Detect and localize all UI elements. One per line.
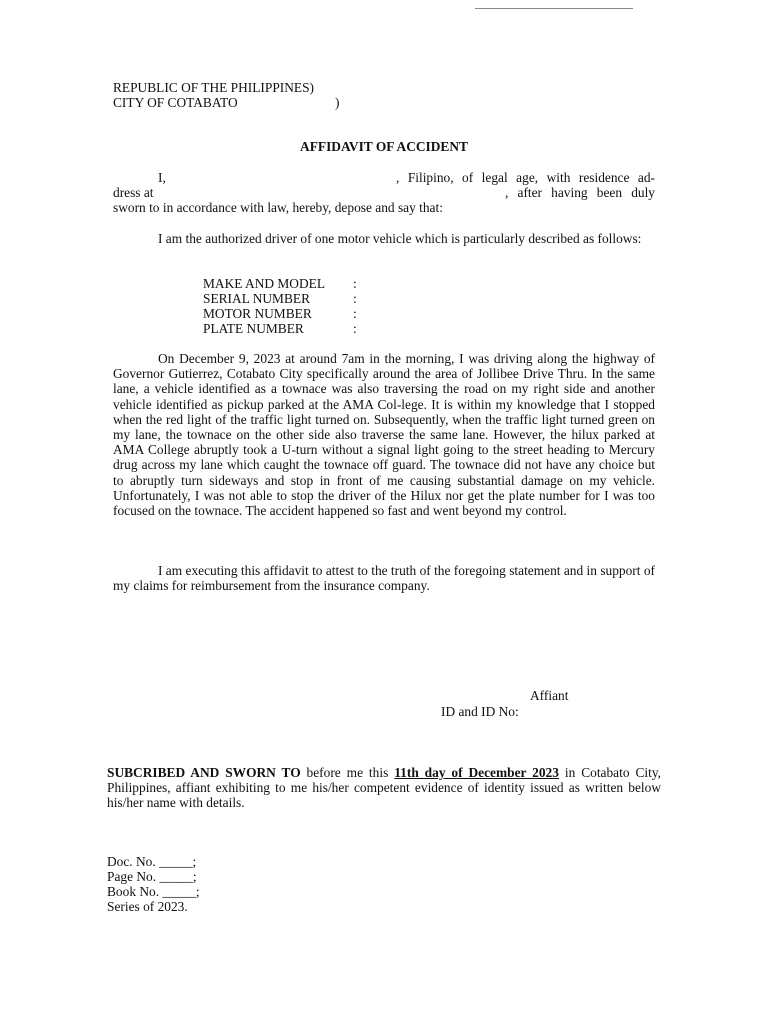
field-motor-number: MOTOR NUMBER <box>203 306 312 321</box>
document-title: AFFIDAVIT OF ACCIDENT <box>300 139 468 154</box>
jurat-paragraph <box>107 765 661 811</box>
series: Series of 2023. <box>107 899 188 914</box>
venue-city-paren: ) <box>335 95 340 110</box>
jurat-date: 11th day of December 2023 <box>394 765 559 780</box>
executing-text: I am executing this affidavit to attest to the truth of the foregoing statement and in support of my claims for reimbursement from the insurance company. <box>113 563 655 594</box>
affiant-label: Affiant <box>530 688 569 703</box>
venue-republic: REPUBLIC OF THE PHILIPPINES) <box>113 80 315 95</box>
intro-dress-at: dress at <box>113 185 154 200</box>
driver-paragraph <box>113 231 655 246</box>
field-make-model: MAKE AND MODEL <box>203 276 325 291</box>
field-serial-number-colon: : <box>353 291 357 306</box>
executing-paragraph <box>113 563 655 593</box>
top-rule <box>475 8 633 9</box>
jurat-text-1: before me this <box>300 765 395 780</box>
field-motor-number-colon: : <box>353 306 357 321</box>
field-make-model-colon: : <box>353 276 357 291</box>
narrative-paragraph <box>113 351 655 518</box>
book-no: Book No. _____; <box>107 884 200 899</box>
field-serial-number: SERIAL NUMBER <box>203 291 311 306</box>
id-label: ID and ID No: <box>441 704 519 719</box>
intro-filipino: , Filipino, of legal age, with residence ad- <box>396 170 655 185</box>
intro-i: I, <box>158 170 166 185</box>
venue-city: CITY OF COTABATO <box>113 95 238 110</box>
page-no: Page No. _____; <box>107 869 197 884</box>
field-plate-number: PLATE NUMBER <box>203 321 304 336</box>
field-plate-number-colon: : <box>353 321 357 336</box>
jurat-bold-lead: SUBCRIBED AND SWORN TO <box>107 765 301 780</box>
jurat-text-2: in Cotabato City, Philippines, affiant exhibiting to me his/her competent evidence of identity issued as written below his/her name with details. <box>107 765 662 811</box>
intro-line3: sworn to in accordance with law, hereby, depose and say that: <box>113 200 443 215</box>
doc-no: Doc. No. _____; <box>107 854 197 869</box>
driver-paragraph-text: I am the authorized driver of one motor vehicle which is particularly described as follows: <box>158 231 642 246</box>
narrative-text: On December 9, 2023 at around 7am in the morning, I was driving along the highway of Governor Gutierrez, Cotabato City specifically around the area of Jollibee Drive Thru. In the same lane, a vehicle identified as a townace was also traversing the road on my right side and another vehicle identified as pickup parked at the AMA Col-lege. It is within my knowledge that I stopped when the red light of the traffic light turned on. Subsequently, when the traffic light turned green on my lane, the townace on the other side also traverse the same lane. However, the hilux parked at AMA College abruptly took a U-turn without a signal light going to the street heading to Mercury drug across my lane which caught the townace off guard. The townace did not have any choice but to abruptly turn sideways and stop in front of me causing substantial damage on my vehicle. Unfortunately, I was not able to stop the driver of the Hilux nor get the plate number for I was too focused on the townace. The accident happened so fast and went beyond my control. <box>113 351 655 519</box>
intro-after: , after having been duly <box>505 185 655 200</box>
